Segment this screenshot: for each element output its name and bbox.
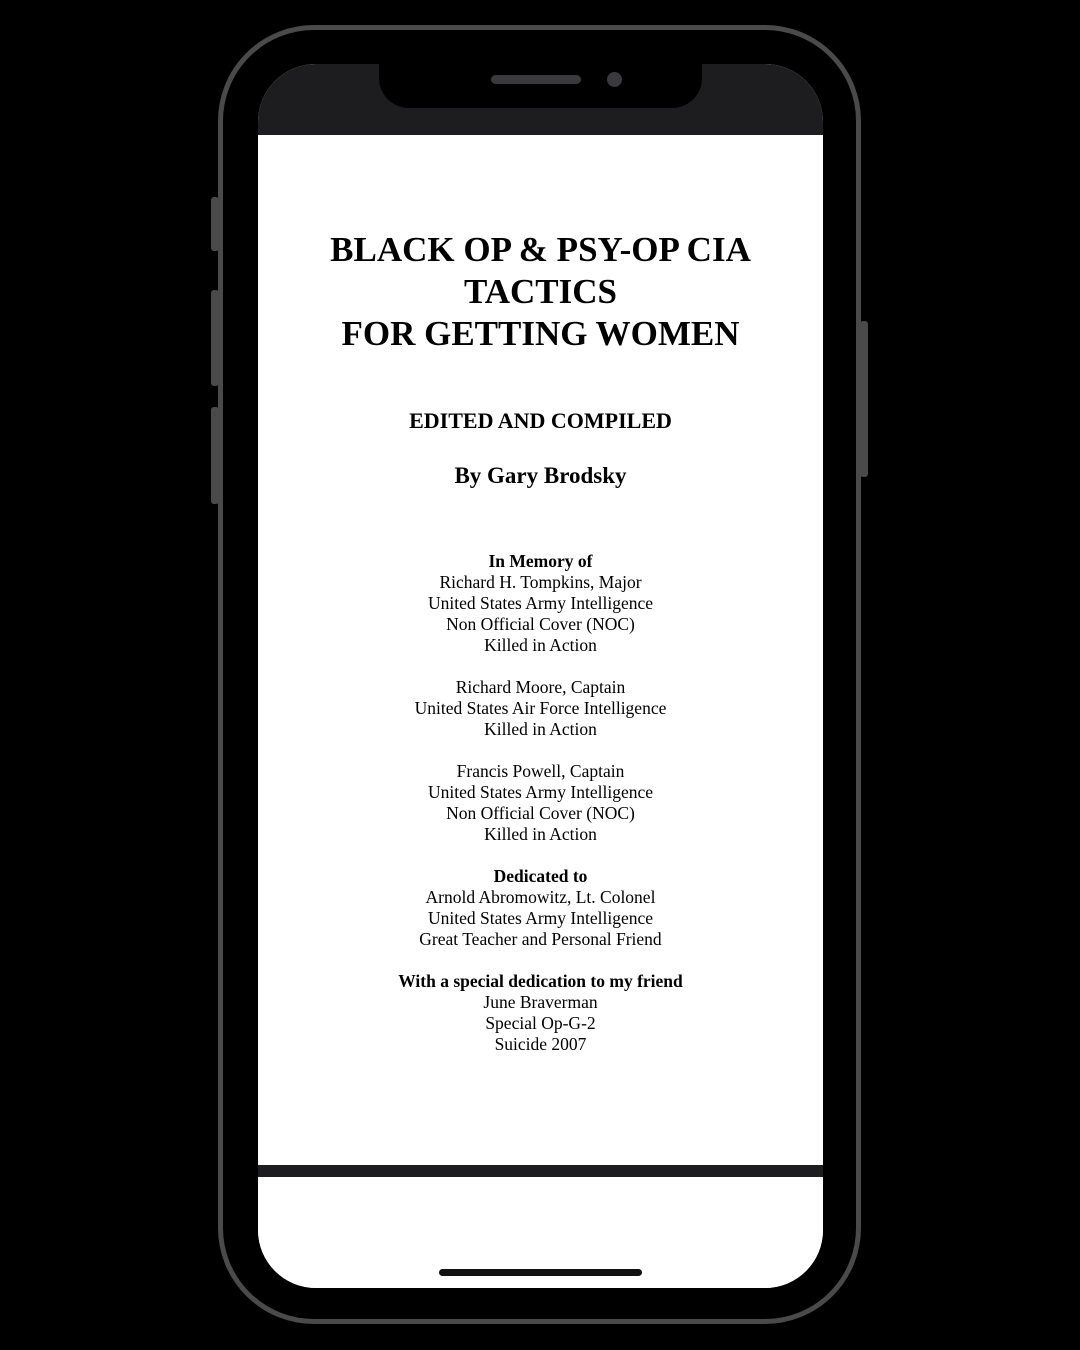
- book-author: By Gary Brodsky: [454, 463, 627, 488]
- memorial-line: Non Official Cover (NOC): [446, 803, 635, 823]
- volume-down-button: [211, 407, 219, 504]
- book-title-line: BLACK OP & PSY-OP CIA: [330, 230, 751, 269]
- dedication-heading: Dedicated to: [493, 866, 588, 886]
- memorial-line: Richard H. Tompkins, Major: [439, 572, 642, 592]
- silent-switch: [211, 197, 219, 251]
- power-button: [860, 321, 868, 477]
- memorial-line: Non Official Cover (NOC): [446, 614, 635, 634]
- special-dedication-line: Suicide 2007: [494, 1034, 587, 1054]
- dedication-block: [258, 866, 823, 950]
- notch: [379, 64, 702, 108]
- phone-screen: [258, 64, 823, 1288]
- special-dedication-heading: With a special dedication to my friend: [398, 971, 683, 991]
- memorial-line: Richard Moore, Captain: [455, 677, 626, 697]
- memorial-block-3: [258, 761, 823, 845]
- memorial-block-2: [258, 677, 823, 740]
- status-bar: [258, 64, 823, 135]
- dedication-line: Great Teacher and Personal Friend: [419, 929, 662, 949]
- memorial-line: United States Air Force Intelligence: [414, 698, 667, 718]
- book-title-line: TACTICS: [463, 272, 617, 311]
- home-indicator[interactable]: [439, 1269, 642, 1276]
- book-title: [258, 229, 823, 355]
- memorial-line: United States Army Intelligence: [427, 782, 653, 802]
- special-dedication-line: June Braverman: [483, 992, 598, 1012]
- book-title-line: FOR GETTING WOMEN: [341, 314, 740, 353]
- memorial-line: Killed in Action: [484, 824, 597, 844]
- memorial-line: Killed in Action: [484, 635, 597, 655]
- memorial-heading: In Memory of: [488, 551, 593, 571]
- book-page[interactable]: [258, 135, 823, 1165]
- front-camera-icon: [607, 72, 622, 87]
- book-subtitle: EDITED AND COMPILED: [409, 408, 672, 433]
- memorial-line: Killed in Action: [484, 719, 597, 739]
- memorial-line: United States Army Intelligence: [427, 593, 653, 613]
- dedication-line: Arnold Abromowitz, Lt. Colonel: [425, 887, 656, 907]
- dedication-line: United States Army Intelligence: [427, 908, 653, 928]
- reader-divider: [258, 1165, 823, 1177]
- special-dedication-block: [258, 971, 823, 1055]
- speaker-grille: [491, 75, 581, 84]
- volume-up-button: [211, 290, 219, 386]
- memorial-line: Francis Powell, Captain: [456, 761, 625, 781]
- special-dedication-line: Special Op-G-2: [485, 1013, 596, 1033]
- memorial-block-1: [258, 551, 823, 656]
